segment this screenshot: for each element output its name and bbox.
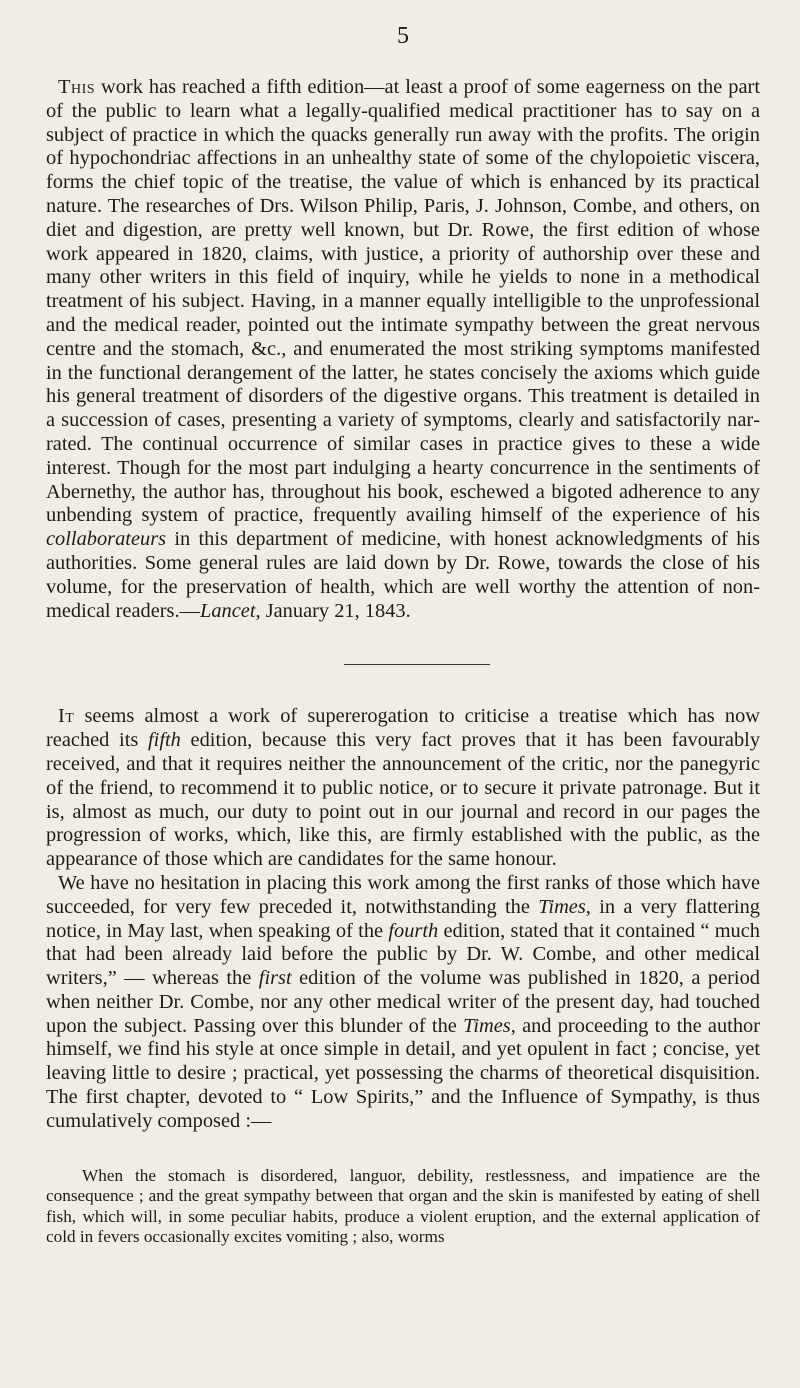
review-text: We have no hesitation in placing this work among the first ranks of those which have succeeded, for very few preceded it, notwithstanding the	[46, 871, 760, 918]
review-paragraph-2	[46, 872, 760, 1134]
review-text: seems almost a work of supererogation to criticise a treatise which has now reached its	[46, 705, 760, 752]
italic-term: fifth	[148, 729, 181, 752]
italic-term: collaborateurs	[46, 528, 167, 551]
source-date: , January 21, 1843.	[255, 599, 411, 622]
review-text: , in a very flattering notice, in May last, when speaking of the	[46, 895, 760, 942]
opening-word: This	[58, 76, 96, 98]
quoted-excerpt: When the stomach is disordered, languor, debility, restlessness, and impatience are the consequence ; and the great sympathy between that organ and the skin is manifested by eating of shell fish, which will, in some peculiar habits, produce a violent eruption, and the external application of cold in fevers occasionally excites vomiting ; also, worms	[46, 1165, 760, 1247]
page-number: 5	[397, 23, 409, 49]
review-text: , and proceeding to the author himself, we find his style at once simple in detail, and yet opulent in fact ; concise, yet leaving little to desire ; practical, yet possessing the charms of theoretical disquisition. The first chapter, devoted to “ Low Spirits,” and the Influence of Sympathy, is thus cumulatively composed :—	[46, 1014, 760, 1132]
review-lancet-paragraph	[46, 76, 760, 623]
review-second-section	[46, 705, 760, 1248]
italic-term: fourth	[388, 919, 439, 942]
italic-term: Times	[538, 895, 586, 918]
review-text: work has reached a fifth edition—at least a proof of some eagerness on the part of the public to learn what a legally-qualified medical practitioner has to say on a subject of practice in which the quacks generally run away with the profits. The origin of hypochondriac affections in an unhealthy state of some of the chylopoietic viscera, forms the chief topic of the treatise, the value of which is enhanced by its practical nature. The researches of Drs. Wilson Philip, Paris, J. Johnson, Combe, and others, on diet and digestion, are pretty well known, but Dr. Rowe, the first edition of whose work appeared in 1820, claims, with justice, a priority of authorship over these and many other writers in this field of inquiry, while he yields to none in a methodical treatment of his subject. Having, in a manner equally intelligible to the unprofessional and the medical reader, pointed out the intimate sympathy between the great nervous centre and the stomach, &c., and enumerated the most striking symptoms manifested in the functional derangement of the latter, he states concisely the axioms which guide his general treatment of disorders of the digestive organs. This treatment is detailed in a succession of cases, presenting a variety of symptoms, clearly and satisfactorily narrated. The continual occurrence of similar cases in practice gives to these a wide interest. Though for the most part indulging a hearty concurrence in the sentiments of Abernethy, the author has, throughout his book, eschewed a bigoted adherence to any unbending system of practice, frequently availing himself of the experience of his	[46, 76, 760, 527]
document-page	[46, 22, 760, 1248]
review-paragraph-1	[46, 705, 760, 872]
source-journal: Lancet	[200, 599, 256, 622]
italic-term: Times	[463, 1014, 511, 1037]
italic-term: first	[258, 967, 292, 990]
review-text: in this department of medicine, with honest acknowledgments of his authorities. Some general rules are laid down by Dr. Rowe, towards the close of his volume, for the preservation of health, which are well worthy the attention of non-medical readers.—	[46, 528, 760, 622]
review-text: edition, because this very fact proves that it has been favourably received, and that it requires neither the announcement of the critic, nor the panegyric of the friend, to recommend it to public notice, or to secure it private patronage. But it is, almost as much, our duty to point out in our journal and record in our pages the progression of works, which, like this, are firmly established with the public, as the appearance of those which are candidates for the same honour.	[46, 729, 761, 871]
opening-word: It	[58, 705, 75, 728]
review-text: edition, stated that it contained “ much that had been already laid before the public by Dr. W. Combe, and other medical writers,” — whereas the	[46, 919, 760, 990]
section-divider	[344, 664, 490, 665]
review-text: edition of the volume was published in 1820, a period when neither Dr. Combe, nor any other medical writer of the present day, had touched upon the subject. Passing over this blunder of the	[46, 967, 760, 1037]
